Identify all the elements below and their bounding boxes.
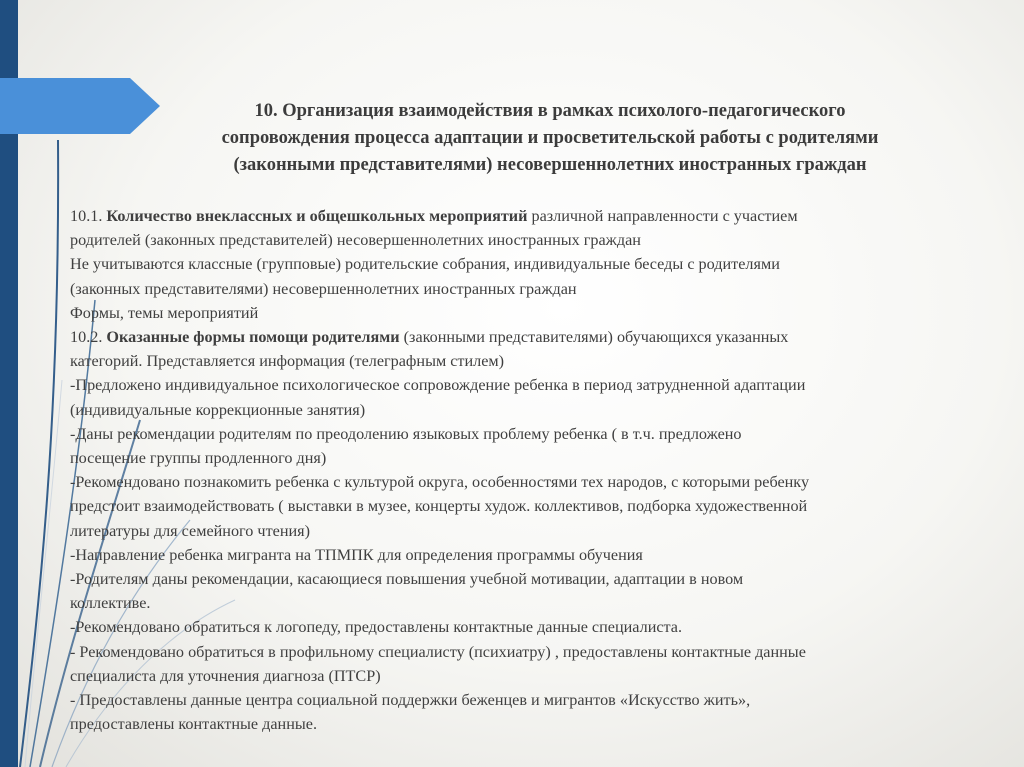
body-line: -Направление ребенка мигранта на ТПМПК для определения программы обучения	[70, 545, 643, 564]
body-line: -Предложено индивидуальное психологическое сопровождение ребенка в период затрудненной адаптации	[70, 376, 806, 395]
body-line: литературы для семейного чтения)	[70, 521, 310, 540]
body-line: -Рекомендовано обратиться к логопеду, предоставлены контактные данные специалиста.	[70, 618, 683, 637]
section-10-2-heading	[70, 325, 990, 349]
section-bold-text: Оказанные формы помощи родителями	[106, 328, 400, 347]
slide-body	[70, 204, 990, 736]
body-line: Не учитываются классные (групповые) родительские собрания, индивидуальные беседы с родителями	[70, 255, 780, 274]
section-rest-text: (законными представителями) обучающихся указанных	[399, 328, 789, 347]
section-rest-text: различной направленности с участием	[527, 207, 798, 225]
body-line: -Даны рекомендации родителям по преодолению языковых проблему ребенка ( в т.ч. предложено	[70, 424, 742, 443]
section-bold-text: Количество внеклассных и общешкольных мероприятий	[106, 207, 528, 225]
body-line: предоставлены контактные данные.	[70, 715, 317, 734]
body-line: -Родителям даны рекомендации, касающиеся повышения учебной мотивации, адаптации в новом	[70, 570, 744, 589]
body-line: коллективе.	[70, 594, 151, 613]
body-line: - Предоставлены данные центра социальной поддержки беженцев и мигрантов «Искусство жить»,	[70, 691, 751, 710]
body-line: -Рекомендовано познакомить ребенка с культурой округа, особенностями тех народов, с которыми ребенку	[70, 473, 810, 492]
body-line: родителей (законных представителей) несовершеннолетних иностранных граждан	[70, 231, 641, 250]
body-line: (законных представителями) несовершеннолетних иностранных граждан	[70, 279, 577, 298]
body-line: (индивидуальные коррекционные занятия)	[70, 400, 366, 419]
body-line: категорий. Представляется информация (телеграфным стилем)	[70, 352, 505, 371]
body-line: посещение группы продленного дня)	[70, 449, 327, 468]
body-line: Формы, темы мероприятий	[70, 303, 259, 322]
section-number: 10.1.	[70, 207, 107, 225]
section-10-1-heading	[70, 204, 990, 228]
title-line: 10. Организация взаимодействия в рамках психолого-педагогического	[254, 101, 846, 121]
title-line: (законными представителями) несовершеннолетних иностранных граждан	[233, 155, 867, 175]
body-line: - Рекомендовано обратиться в профильному специалисту (психиатру) , предоставлены контактные данные	[70, 642, 806, 661]
body-line: специалиста для уточнения диагноза (ПТСР)	[70, 666, 381, 685]
section-number: 10.2.	[70, 328, 107, 347]
body-line: предстоит взаимодействовать ( выставки в музее, концерты худож. коллективов, подборка художественной	[70, 497, 808, 516]
slide-title	[120, 98, 980, 179]
title-line: сопровождения процесса адаптации и просветительской работы с родителями	[221, 128, 879, 148]
